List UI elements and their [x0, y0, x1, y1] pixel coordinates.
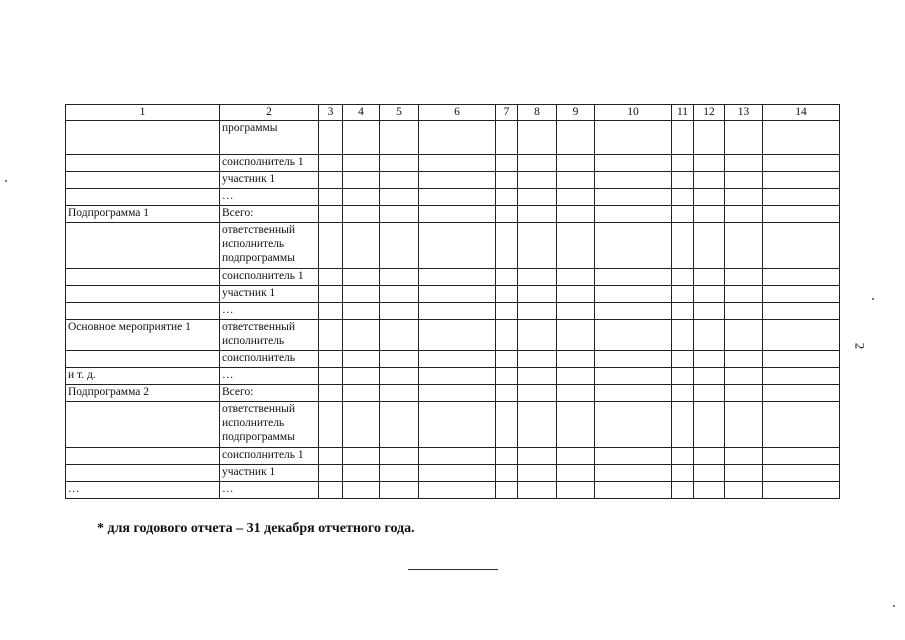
table-cell	[763, 223, 840, 269]
table-cell	[380, 351, 419, 368]
table-row	[66, 172, 840, 189]
table-cell	[343, 155, 380, 172]
table-cell	[763, 303, 840, 320]
table-cell	[763, 155, 840, 172]
row-label-cell	[66, 121, 220, 155]
table-cell	[672, 121, 694, 155]
table-header-row	[66, 105, 840, 121]
table-cell	[496, 189, 518, 206]
role-cell: соисполнитель	[220, 351, 319, 368]
table-cell	[694, 465, 725, 482]
table-cell	[419, 465, 496, 482]
table-cell	[595, 320, 672, 351]
table-cell	[496, 385, 518, 402]
table-cell	[694, 402, 725, 448]
table-cell	[380, 269, 419, 286]
table-cell	[518, 269, 557, 286]
table-cell	[595, 482, 672, 499]
table-cell	[419, 448, 496, 465]
table-cell	[595, 121, 672, 155]
table-cell	[694, 206, 725, 223]
table-cell	[595, 172, 672, 189]
table-cell	[595, 223, 672, 269]
column-header: 2	[220, 105, 319, 121]
table-cell	[518, 385, 557, 402]
table-cell	[672, 368, 694, 385]
table-cell	[319, 482, 343, 499]
table-cell	[419, 269, 496, 286]
table-cell	[763, 482, 840, 499]
role-cell: участник 1	[220, 465, 319, 482]
table-cell	[496, 448, 518, 465]
table-cell	[419, 121, 496, 155]
table-row	[66, 402, 840, 448]
table-cell	[763, 385, 840, 402]
table-cell	[343, 269, 380, 286]
role-cell: Всего:	[220, 206, 319, 223]
column-header: 5	[380, 105, 419, 121]
table-cell	[595, 402, 672, 448]
table-cell	[380, 172, 419, 189]
table-cell	[496, 482, 518, 499]
table-cell	[419, 206, 496, 223]
table-cell	[725, 448, 763, 465]
row-label-cell: Подпрограмма 2	[66, 385, 220, 402]
table-cell	[343, 482, 380, 499]
table-cell	[694, 351, 725, 368]
table-cell	[319, 320, 343, 351]
column-header: 7	[496, 105, 518, 121]
table-cell	[557, 155, 595, 172]
table-cell	[518, 189, 557, 206]
table-cell	[518, 482, 557, 499]
table-row	[66, 206, 840, 223]
table-cell	[672, 465, 694, 482]
table-row	[66, 482, 840, 499]
row-label-cell	[66, 189, 220, 206]
table-cell	[763, 206, 840, 223]
table-cell	[725, 482, 763, 499]
table-cell	[419, 303, 496, 320]
table-cell	[763, 189, 840, 206]
table-cell	[380, 465, 419, 482]
table-cell	[319, 465, 343, 482]
table-cell	[518, 448, 557, 465]
table-cell	[694, 303, 725, 320]
row-label-cell: Подпрограмма 1	[66, 206, 220, 223]
table-cell	[496, 320, 518, 351]
role-cell: ответственный исполнитель подпрограммы	[220, 402, 319, 448]
column-header: 14	[763, 105, 840, 121]
table-cell	[518, 286, 557, 303]
table-cell	[763, 448, 840, 465]
table-cell	[694, 172, 725, 189]
table-cell	[672, 320, 694, 351]
table-cell	[419, 368, 496, 385]
table-cell	[343, 402, 380, 448]
table-cell	[694, 286, 725, 303]
row-label-cell	[66, 172, 220, 189]
table-cell	[496, 155, 518, 172]
table-cell	[343, 465, 380, 482]
table-cell	[496, 351, 518, 368]
table-cell	[595, 448, 672, 465]
table-cell	[763, 121, 840, 155]
table-row	[66, 320, 840, 351]
table-cell	[725, 189, 763, 206]
table-cell	[419, 402, 496, 448]
row-label-cell	[66, 269, 220, 286]
table-cell	[518, 465, 557, 482]
row-label-cell	[66, 303, 220, 320]
table-row	[66, 223, 840, 269]
table-cell	[557, 206, 595, 223]
role-cell: соисполнитель 1	[220, 155, 319, 172]
table-cell	[672, 223, 694, 269]
row-label-cell	[66, 223, 220, 269]
table-cell	[319, 189, 343, 206]
table-cell	[419, 320, 496, 351]
table-cell	[763, 172, 840, 189]
table-cell	[380, 368, 419, 385]
role-cell: ответственный исполнитель подпрограммы	[220, 223, 319, 269]
table-cell	[518, 402, 557, 448]
scan-speck	[872, 298, 874, 300]
table-cell	[380, 482, 419, 499]
table-cell	[343, 189, 380, 206]
table-cell	[380, 189, 419, 206]
table-cell	[557, 368, 595, 385]
row-label-cell	[66, 465, 220, 482]
table-cell	[557, 189, 595, 206]
table-cell	[419, 482, 496, 499]
table-cell	[319, 303, 343, 320]
table-cell	[672, 482, 694, 499]
table-cell	[595, 286, 672, 303]
table-cell	[380, 402, 419, 448]
table-cell	[518, 121, 557, 155]
table-cell	[419, 351, 496, 368]
table-cell	[319, 402, 343, 448]
table-cell	[595, 351, 672, 368]
table-row	[66, 269, 840, 286]
table-cell	[343, 385, 380, 402]
table-cell	[672, 286, 694, 303]
table-cell	[518, 368, 557, 385]
column-header: 1	[66, 105, 220, 121]
table-cell	[496, 286, 518, 303]
table-cell	[694, 223, 725, 269]
table-cell	[763, 351, 840, 368]
table-cell	[343, 223, 380, 269]
row-label-cell: Основное мероприятие 1	[66, 320, 220, 351]
column-header: 10	[595, 105, 672, 121]
footnote: * для годового отчета – 31 декабря отчетного года.	[97, 521, 415, 536]
table-cell	[725, 402, 763, 448]
table-cell	[557, 320, 595, 351]
footer-rule	[408, 569, 498, 570]
table-cell	[518, 320, 557, 351]
table-cell	[672, 303, 694, 320]
table-cell	[343, 286, 380, 303]
table-cell	[343, 368, 380, 385]
row-label-cell: и т. д.	[66, 368, 220, 385]
table-cell	[496, 465, 518, 482]
table-cell	[319, 121, 343, 155]
table-cell	[343, 351, 380, 368]
table-cell	[557, 303, 595, 320]
column-header: 12	[694, 105, 725, 121]
table-cell	[694, 320, 725, 351]
table-row	[66, 303, 840, 320]
table-cell	[694, 155, 725, 172]
table-row	[66, 121, 840, 155]
scan-speck	[5, 180, 7, 182]
table-row	[66, 368, 840, 385]
table-cell	[518, 351, 557, 368]
table-cell	[672, 206, 694, 223]
table-row	[66, 155, 840, 172]
table-cell	[343, 121, 380, 155]
row-label-cell	[66, 448, 220, 465]
table-cell	[496, 303, 518, 320]
table-cell	[380, 320, 419, 351]
table-row	[66, 189, 840, 206]
table-cell	[694, 189, 725, 206]
column-header: 9	[557, 105, 595, 121]
page-number: 2	[852, 342, 868, 350]
table-cell	[595, 155, 672, 172]
table-cell	[725, 172, 763, 189]
table-cell	[319, 448, 343, 465]
table-cell	[343, 448, 380, 465]
column-header: 11	[672, 105, 694, 121]
table-row	[66, 385, 840, 402]
table-cell	[672, 155, 694, 172]
table-row	[66, 351, 840, 368]
table-cell	[725, 121, 763, 155]
table-cell	[672, 351, 694, 368]
table-cell	[319, 206, 343, 223]
table-cell	[595, 189, 672, 206]
table-cell	[343, 303, 380, 320]
table-cell	[419, 223, 496, 269]
column-header: 6	[419, 105, 496, 121]
role-cell: …	[220, 368, 319, 385]
table-cell	[496, 368, 518, 385]
table-cell	[725, 320, 763, 351]
table-cell	[725, 286, 763, 303]
column-header: 8	[518, 105, 557, 121]
table-cell	[763, 320, 840, 351]
table-cell	[725, 269, 763, 286]
table-cell	[319, 155, 343, 172]
table-cell	[694, 368, 725, 385]
table-cell	[763, 269, 840, 286]
table-cell	[763, 402, 840, 448]
table-cell	[725, 206, 763, 223]
table-cell	[496, 206, 518, 223]
table-cell	[763, 465, 840, 482]
row-label-cell	[66, 155, 220, 172]
column-header: 4	[343, 105, 380, 121]
table-cell	[380, 206, 419, 223]
table-cell	[419, 172, 496, 189]
role-cell: участник 1	[220, 286, 319, 303]
table-cell	[557, 385, 595, 402]
table-cell	[725, 385, 763, 402]
table-cell	[343, 172, 380, 189]
table-cell	[380, 223, 419, 269]
table-cell	[672, 172, 694, 189]
table-cell	[496, 402, 518, 448]
role-cell: соисполнитель 1	[220, 448, 319, 465]
table-cell	[595, 206, 672, 223]
role-cell: программы	[220, 121, 319, 155]
table-cell	[419, 189, 496, 206]
column-header: 13	[725, 105, 763, 121]
table-cell	[518, 303, 557, 320]
table-cell	[672, 402, 694, 448]
table-row	[66, 448, 840, 465]
role-cell: участник 1	[220, 172, 319, 189]
table-cell	[694, 482, 725, 499]
table-cell	[380, 155, 419, 172]
table-cell	[595, 385, 672, 402]
table-cell	[518, 206, 557, 223]
table-cell	[595, 465, 672, 482]
table-cell	[595, 269, 672, 286]
table-cell	[496, 121, 518, 155]
table-row	[66, 286, 840, 303]
table-cell	[557, 351, 595, 368]
table-cell	[557, 172, 595, 189]
role-cell: …	[220, 482, 319, 499]
role-cell: Всего:	[220, 385, 319, 402]
table-cell	[725, 223, 763, 269]
table-cell	[557, 121, 595, 155]
table-cell	[694, 448, 725, 465]
table-cell	[557, 286, 595, 303]
row-label-cell	[66, 286, 220, 303]
table-cell	[694, 121, 725, 155]
table-cell	[557, 223, 595, 269]
table-cell	[319, 269, 343, 286]
table-cell	[380, 286, 419, 303]
table-cell	[725, 465, 763, 482]
table-cell	[419, 155, 496, 172]
table-cell	[557, 465, 595, 482]
table-cell	[518, 223, 557, 269]
table-cell	[672, 189, 694, 206]
table-cell	[496, 172, 518, 189]
report-table	[65, 104, 840, 499]
table-cell	[518, 155, 557, 172]
table-cell	[319, 286, 343, 303]
table-cell	[557, 482, 595, 499]
table-cell	[672, 448, 694, 465]
table-cell	[557, 269, 595, 286]
table-cell	[380, 448, 419, 465]
table-cell	[380, 303, 419, 320]
role-cell: ответственный исполнитель	[220, 320, 319, 351]
table-cell	[419, 286, 496, 303]
table-cell	[380, 121, 419, 155]
table-cell	[518, 172, 557, 189]
table-cell	[419, 385, 496, 402]
table-cell	[319, 385, 343, 402]
table-cell	[557, 402, 595, 448]
table-cell	[672, 269, 694, 286]
table-cell	[595, 368, 672, 385]
table-cell	[763, 286, 840, 303]
scan-speck	[893, 605, 895, 607]
table-cell	[557, 448, 595, 465]
row-label-cell	[66, 402, 220, 448]
table-cell	[672, 385, 694, 402]
row-label-cell	[66, 351, 220, 368]
column-header: 3	[319, 105, 343, 121]
table-cell	[380, 385, 419, 402]
table-cell	[319, 368, 343, 385]
table-cell	[694, 269, 725, 286]
table-cell	[343, 320, 380, 351]
table-cell	[496, 269, 518, 286]
table-cell	[319, 351, 343, 368]
table-cell	[343, 206, 380, 223]
table-cell	[725, 351, 763, 368]
table-cell	[725, 303, 763, 320]
table-cell	[725, 155, 763, 172]
table-row	[66, 465, 840, 482]
role-cell: соисполнитель 1	[220, 269, 319, 286]
table-cell	[319, 223, 343, 269]
role-cell: …	[220, 303, 319, 320]
role-cell: …	[220, 189, 319, 206]
table-cell	[725, 368, 763, 385]
table-cell	[319, 172, 343, 189]
table-cell	[763, 368, 840, 385]
table-cell	[496, 223, 518, 269]
table-cell	[694, 385, 725, 402]
table-cell	[595, 303, 672, 320]
row-label-cell: …	[66, 482, 220, 499]
